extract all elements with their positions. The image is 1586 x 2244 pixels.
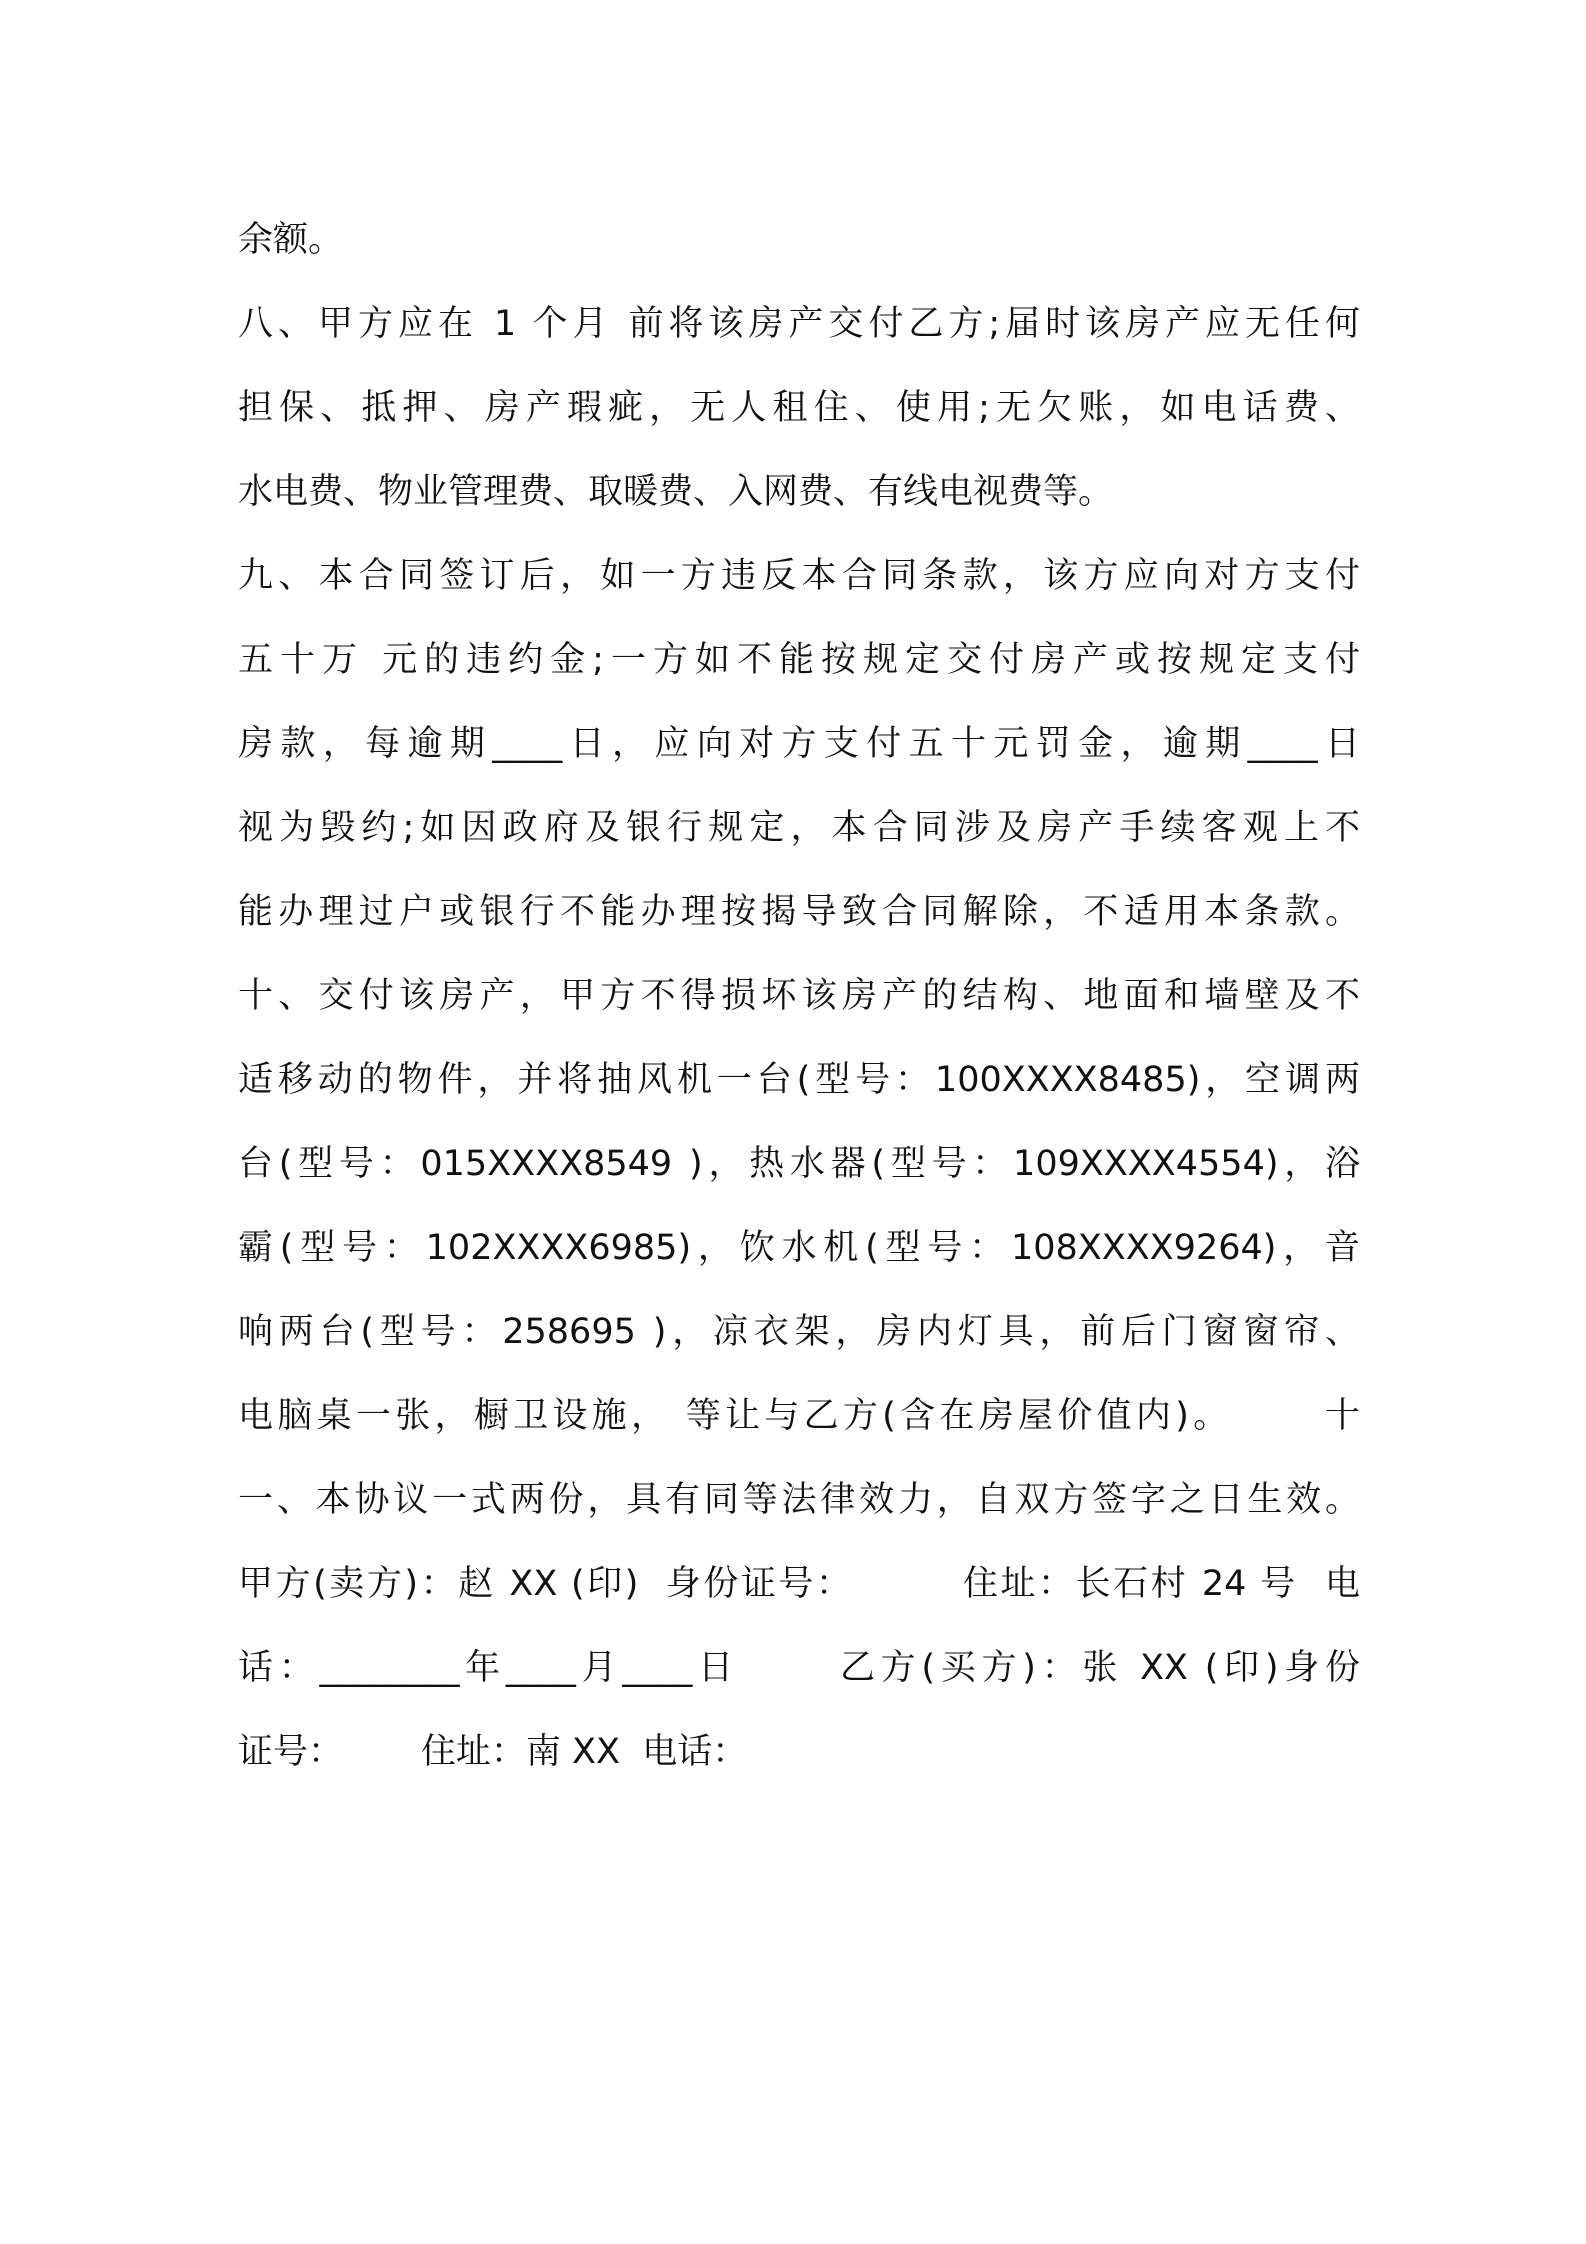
text-line-13: 霸(型号：102XXXX6985)，饮水机(型号：108XXXX9264)，音 (238, 1228, 1360, 1268)
text-line-14: 响两台(型号：258695 )，凉衣架，房内灯具，前后门窗窗帘、 (238, 1312, 1360, 1352)
text-line-4: 水电费、物业管理费、取暖费、入网费、有线电视费等。 (238, 472, 1114, 512)
text-line-9: 能办理过户或银行不能办理按揭导致合同解除，不适用本条款。 (238, 892, 1360, 932)
text-line-17: 甲方(卖方)：赵 XX (印) 身份证号： 住址：长石村 24 号 电 (238, 1564, 1360, 1604)
text-line-16: 一、本协议一式两份，具有同等法律效力，自双方签字之日生效。 (238, 1480, 1360, 1520)
text-line-8: 视为毁约;如因政府及银行规定，本合同涉及房产手续客观上不 (238, 808, 1360, 848)
text-line-10: 十、交付该房产，甲方不得损坏该房产的结构、地面和墙壁及不 (238, 976, 1360, 1016)
contract-text (238, 198, 1360, 1794)
text-line-18: 话：________年____月____日 乙方(买方)：张 XX (印)身份 (238, 1648, 1360, 1688)
text-line-2: 八、甲方应在 1 个月 前将该房产交付乙方;届时该房产应无任何 (238, 304, 1360, 344)
text-line-15: 电脑桌一张，橱卫设施， 等让与乙方(含在房屋价值内)。 十 (238, 1396, 1360, 1436)
text-line-1: 余额。 (238, 220, 344, 260)
text-line-6: 五十万 元的违约金;一方如不能按规定交付房产或按规定支付 (238, 640, 1360, 680)
text-line-19: 证号： 住址：南 XX 电话： (238, 1732, 748, 1772)
text-line-5: 九、本合同签订后，如一方违反本合同条款，该方应向对方支付 (238, 556, 1360, 596)
text-line-11: 适移动的物件，并将抽风机一台(型号：100XXXX8485)，空调两 (238, 1060, 1360, 1100)
text-line-12: 台(型号：015XXXX8549 )，热水器(型号：109XXXX4554)，浴 (238, 1144, 1360, 1184)
text-line-3: 担保、抵押、房产瑕疵，无人租住、使用;无欠账，如电话费、 (238, 388, 1360, 428)
text-line-7: 房款，每逾期____日，应向对方支付五十元罚金，逾期____日 (238, 724, 1360, 764)
